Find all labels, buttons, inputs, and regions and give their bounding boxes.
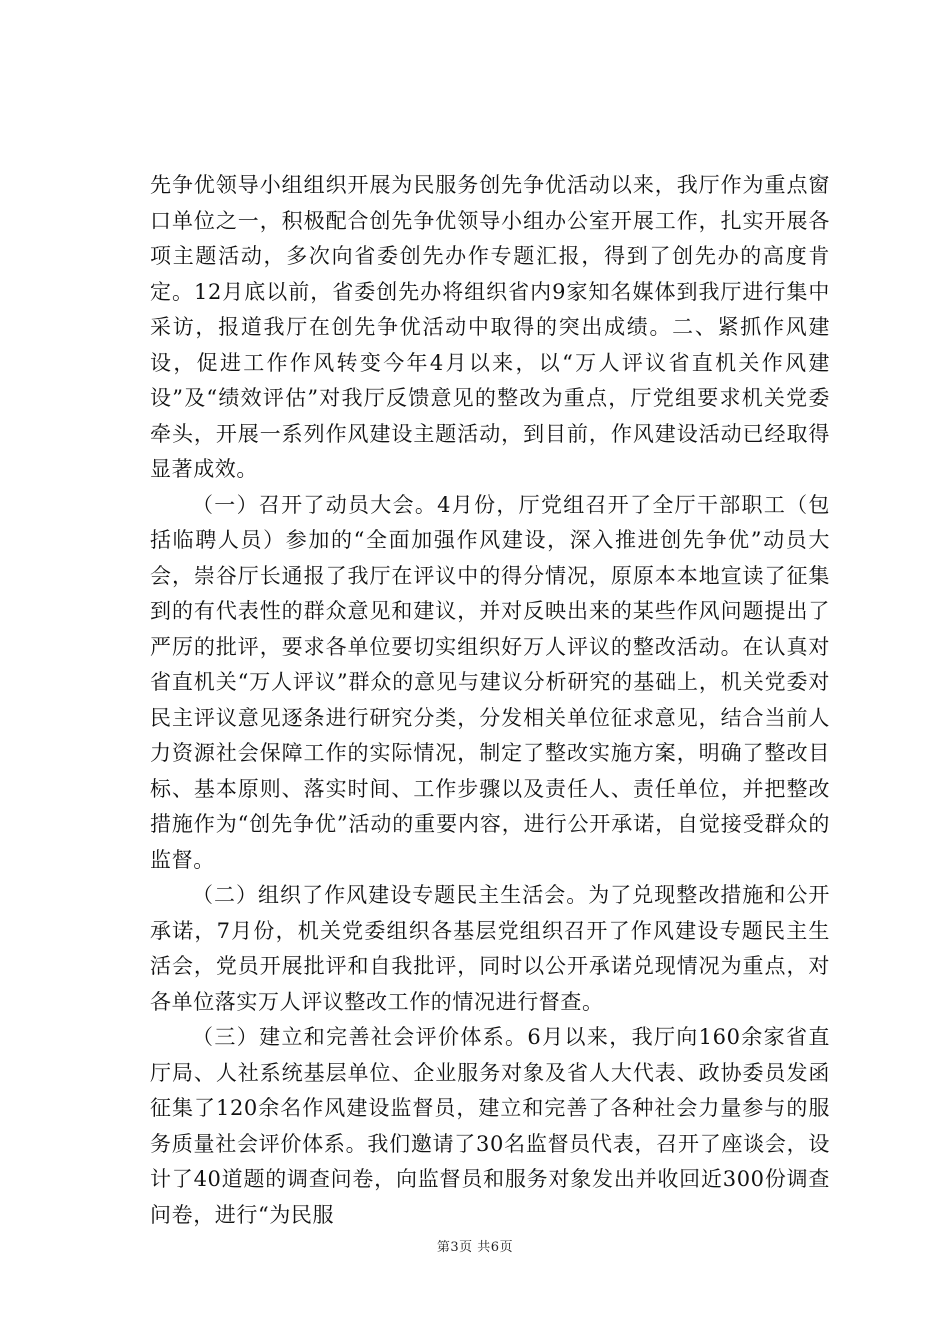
paragraph-section-1: （一）召开了动员大会。4月份，厅党组召开了全厅干部职工（包括临聘人员）参加的“全面加强作风建设，深入推进创先争优”动员大会，崇谷厅长通报了我厅在评议中的得分情况，原原本本地宣读了征集到的有代表性的群众意见和建议，并对反映出来的某些作风问题提出了严厉的批评，要求各单位要切实组织好万人评议的整改活动。在认真对省直机关“万人评议”群众的意见与建议分析研究的基础上，机关党委对民主评议意见逐条进行研究分类，分发相关单位征求意见，结合当前人力资源社会保障工作的实际情况，制定了整改实施方案，明确了整改目标、基本原则、落实时间、工作步骤以及责任人、责任单位，并把整改措施作为“创先争优”活动的重要内容，进行公开承诺，自觉接受群众的监督。 xyxy=(150,492,830,872)
paragraph-section-2: （二）组织了作风建设专题民主生活会。为了兑现整改措施和公开承诺，7月份，机关党委组织各基层党组织召开了作风建设专题民主生活会，党员开展批评和自我批评，同时以公开承诺兑现情况为重点，对各单位落实万人评议整改工作的情况进行督查。 xyxy=(150,883,830,1014)
document-body xyxy=(150,168,830,1233)
page-number-footer: 第3页 共6页 xyxy=(436,1240,514,1255)
paragraph-intro: 先争优领导小组组织开展为民服务创先争优活动以来，我厅作为重点窗口单位之一，积极配合创先争优领导小组办公室开展工作，扎实开展各项主题活动，多次向省委创先办作专题汇报，得到了创先办的高度肯定。12月底以前，省委创先办将组织省内9家知名媒体到我厅进行集中采访，报道我厅在创先争优活动中取得的突出成绩。二、紧抓作风建设，促进工作作风转变今年4月以来，以“万人评议省直机关作风建设”及“绩效评估”对我厅反馈意见的整改为重点，厅党组要求机关党委牵头，开展一系列作风建设主题活动，到目前，作风建设活动已经取得显著成效。 xyxy=(150,173,830,481)
paragraph-section-3: （三）建立和完善社会评价体系。6月以来，我厅向160余家省直厅局、人社系统基层单位、企业服务对象及省人大代表、政协委员发函征集了120余名作风建设监督员，建立和完善了各种社会力量参与的服务质量社会评价体系。我们邀请了30名监督员代表，召开了座谈会，设计了40道题的调查问卷，向监督员和服务对象发出并收回近300份调查问卷，进行“为民服 xyxy=(150,1025,830,1227)
